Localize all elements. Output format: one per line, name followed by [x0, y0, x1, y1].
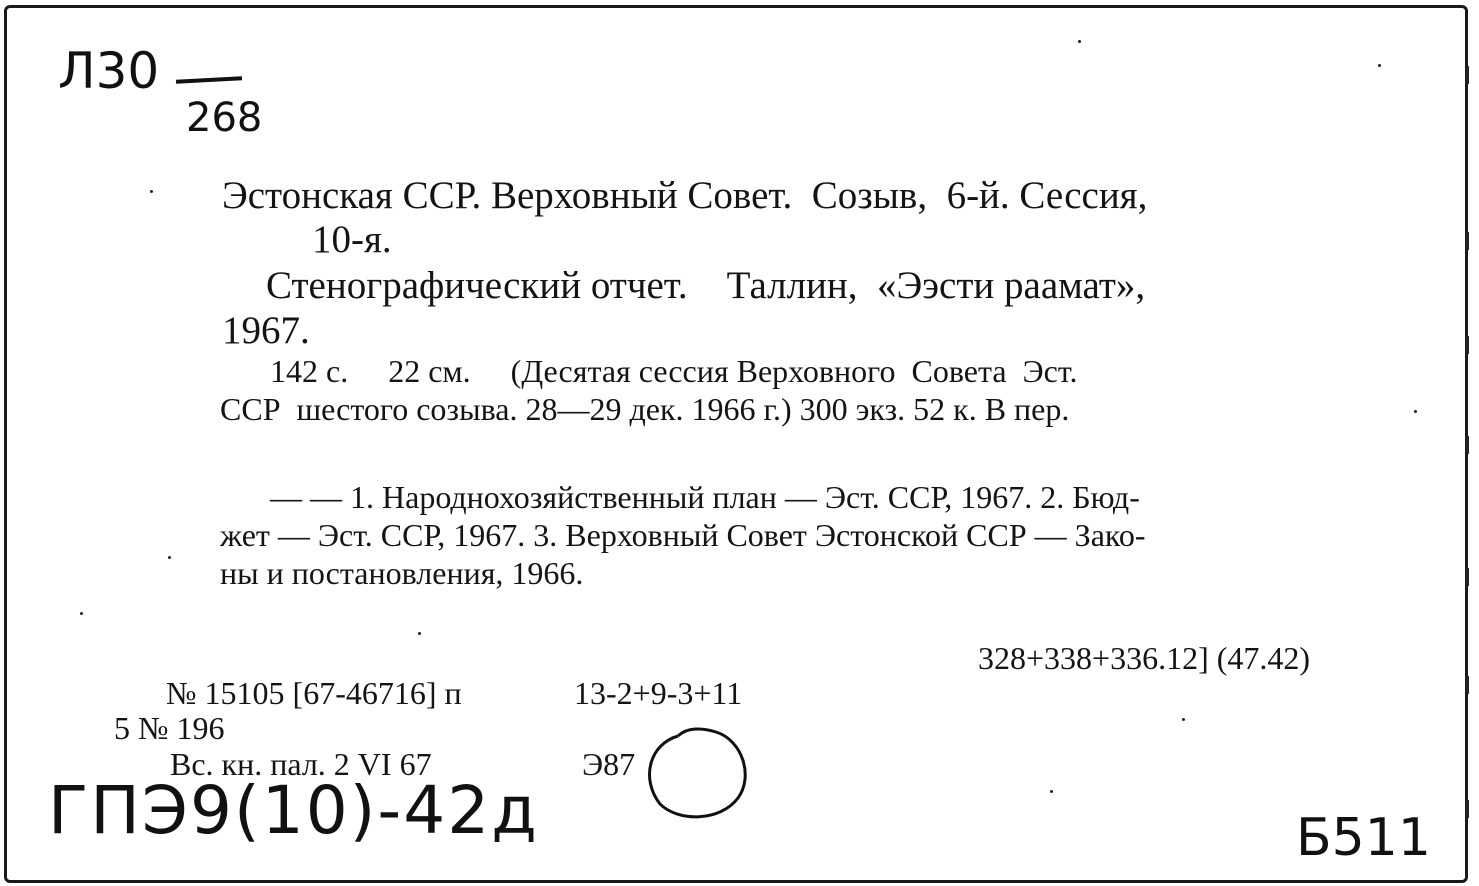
entry-title-line1: Стенографический отчет. Таллин, «Ээсти раамат», [266, 264, 1146, 307]
scan-speck [80, 612, 83, 615]
edge-tick [1466, 336, 1469, 354]
edge-tick [1466, 676, 1469, 694]
edge-tick [1466, 568, 1469, 586]
copy-number: 5 № 196 [114, 710, 225, 746]
scan-speck [1414, 410, 1417, 413]
edge-tick [1466, 66, 1469, 84]
entry-heading-line2: 10-я. [312, 218, 392, 261]
handwritten-shelf-top: Л30 [58, 42, 160, 100]
handwritten-shelf-bottom: 268 [186, 95, 263, 141]
scan-speck [1378, 64, 1381, 67]
entry-description-line1: 142 с. 22 см. (Десятая сессия Верховного Совета Эст. [270, 353, 1078, 389]
scan-speck [418, 632, 421, 635]
entry-subjects-line2: жет — Эст. ССР, 1967. 3. Верховный Совет Эстонской ССР — Зако- [220, 517, 1146, 553]
entry-heading-line1: Эстонская ССР. Верховный Совет. Созыв, 6-й. Сессия, [222, 174, 1148, 217]
scan-speck [168, 556, 171, 559]
stamp-code: Э87 [582, 746, 636, 782]
hand-drawn-circle [630, 718, 760, 828]
scan-speck [1078, 40, 1081, 43]
entry-subjects-line3: ны и постановления, 1966. [220, 555, 584, 591]
scan-speck [150, 190, 153, 193]
entry-description-line2: ССР шестого созыва. 28—29 дек. 1966 г.) 300 экз. 52 к. В пер. [220, 391, 1070, 427]
scan-speck [1182, 718, 1185, 721]
entry-subjects-line1: — — 1. Народнохозяйственный план — Эст. ССР, 1967. 2. Бюд- [270, 479, 1140, 515]
classification-index: 328+338+336.12] (47.42) [978, 640, 1311, 676]
edge-tick [1466, 436, 1469, 454]
entry-title-line2: 1967. [222, 309, 310, 352]
chamber-date: Вс. кн. пал. 2 VI 67 [170, 746, 432, 782]
handwritten-corner-mark: Б511 [1296, 808, 1431, 868]
scan-speck [1050, 790, 1053, 793]
edge-tick [1466, 800, 1469, 818]
formula: 13-2+9-3+11 [574, 675, 743, 711]
handwritten-shelf-code: ГПЭ9(10)-42д [48, 772, 539, 849]
edge-tick [1466, 232, 1469, 250]
record-number: № 15105 [67-46716] п [166, 675, 462, 711]
